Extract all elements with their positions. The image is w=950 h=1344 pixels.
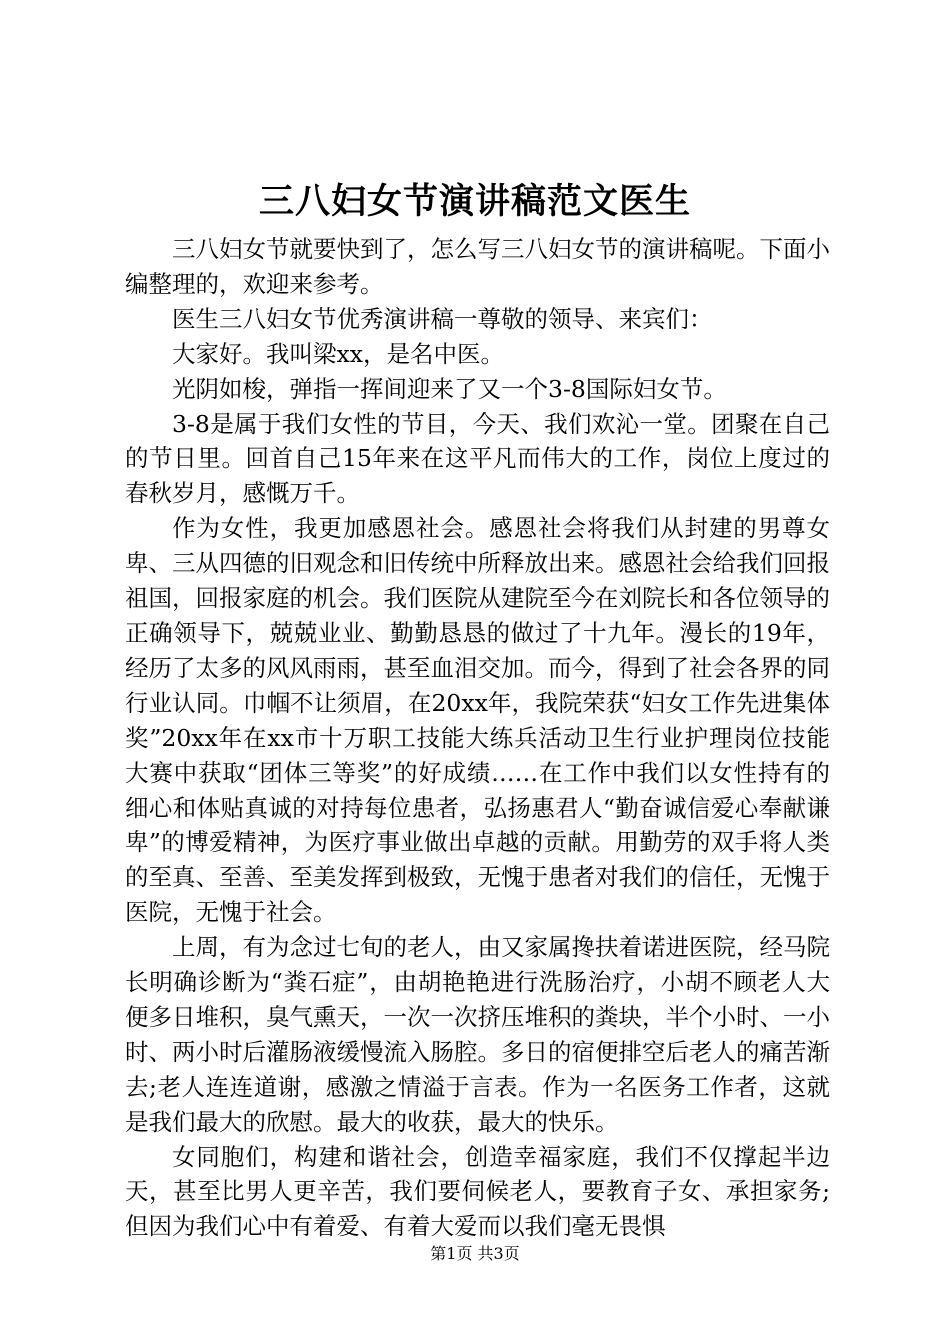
document-title: 三八妇女节演讲稿范文医生 (258, 181, 691, 222)
paragraph: 光阴如梭，弹指一挥间迎来了又一个3-8国际妇女节。 (172, 374, 727, 403)
paragraph: 三八妇女节就要快到了，怎么写三八妇女节的演讲稿呢。下面小编整理的，欢迎来参考。 (125, 235, 830, 298)
paragraph: 作为女性，我更加感恩社会。感恩社会将我们从封建的男尊女卑、三从四德的旧观念和旧传统中所释放出来。感恩社会给我们回报祖国，回报家庭的机会。我们医院从建院至今在刘院长和各位领导的正确领导下，兢兢业业、勤勤恳恳的做过了十九年。漫长的19年，经历了太多的风风雨雨，甚至血泪交加。而今，得到了社会各界的同行业认同。巾帼不让须眉，在20xx年，我院荣获“妇女工作先进集体奖”20xx年在xx市十万职工技能大练兵活动卫生行业护理岗位技能大赛中获取“团体三等奖”的好成绩……在工作中我们以女性持有的细心和体贴真诚的对持每位患者，弘扬惠君人“勤奋诚信爱心奉献谦卑”的博爱精神，为医疗事业做出卓越的贡献。用勤劳的双手将人类的至真、至善、至美发挥到极致，无愧于患者对我们的信任，无愧于医院，无愧于社会。 (125, 514, 830, 927)
paragraph: 大家好。我叫梁xx，是名中医。 (172, 339, 505, 368)
page-footer: 第1页 共3页 (430, 1244, 520, 1263)
paragraph: 医生三八妇女节优秀演讲稿一尊敬的领导、来宾们： (172, 304, 713, 333)
paragraph: 上周，有为念过七旬的老人，由又家属搀扶着诺进医院，经马院长明确诊断为“粪石症”，由胡艳艳进行洗肠治疗，小胡不顾老人大便多日堆积，臭气熏天，一次一次挤压堆积的粪块，半个小时、一小时、两小时后灌肠液缓慢流入肠腔。多日的宿便排空后老人的痛苦渐去;老人连连道谢，感激之情溢于言表。作为一名医务工作者，这就是我们最大的欣慰。最大的收获，最大的快乐。 (125, 933, 830, 1136)
document-body (125, 232, 830, 1244)
paragraph: 3-8是属于我们女性的节目，今天、我们欢沁一堂。团聚在自己的节日里。回首自己15年来在这平凡而伟大的工作，岗位上度过的春秋岁月，感慨万千。 (125, 409, 830, 508)
paragraph: 女同胞们，构建和谐社会，创造幸福家庭，我们不仅撑起半边天，甚至比男人更辛苦，我们要伺候老人，要教育子女、承担家务;但因为我们心中有着爱、有着大爱而以我们毫无畏惧 (125, 1142, 830, 1241)
